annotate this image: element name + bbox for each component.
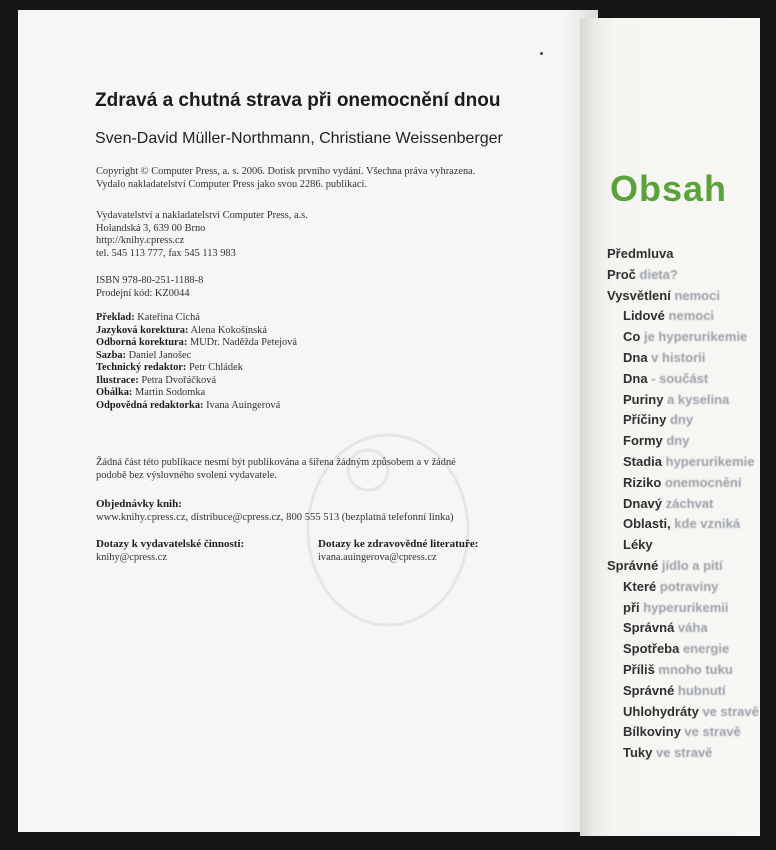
copyright-block (96, 166, 475, 191)
toc-item: Dnavý záchvat (623, 495, 714, 511)
credit-label: Odpovědná redaktorka: (96, 399, 204, 411)
toc-item: Předmluva (607, 246, 674, 261)
toc-item: Tuky ve stravě (623, 745, 713, 761)
literature-queries-label: Dotazy ke zdravovědné literatuře: (318, 538, 479, 550)
toc-item: Bílkoviny ve stravě (623, 724, 741, 740)
toc-item: Uhlohydráty ve stravě (623, 703, 759, 719)
contents-heading: Obsah (610, 168, 728, 209)
credit-label: Sazba: (96, 349, 127, 361)
toc-item: Vysvětlení nemoci (607, 287, 720, 303)
toc-item: při hyperurikemii (623, 599, 729, 615)
contents-page (580, 18, 760, 836)
toc-item: Riziko onemocnění (623, 474, 742, 490)
notice-line: podobě bez výslovného svolení vydavatele. (96, 469, 277, 481)
copyright-line: Vydalo nakladatelství Computer Press jako svou 2286. publikaci. (96, 178, 367, 190)
isbn-line: ISBN 978-80-251-1188-8 (96, 275, 204, 286)
product-code-line: Prodejní kód: KZ0044 (96, 287, 190, 299)
credit-line (96, 362, 297, 375)
credit-label: Jazyková korektura: (96, 324, 189, 336)
literature-queries-email: ivana.auingerova@cpress.cz (318, 552, 437, 563)
credit-value: Alena Kokošínská (190, 324, 267, 336)
publisher-queries-label: Dotazy k vydavatelské činnosti: (96, 538, 245, 550)
credit-label: Ilustrace: (96, 374, 139, 386)
credit-line (96, 375, 297, 388)
publisher-line: Holandská 3, 639 00 Brno (96, 222, 206, 234)
rights-notice (96, 457, 456, 482)
credit-label: Technický redaktor: (96, 362, 187, 373)
credit-value: Kateřina Cichá (137, 312, 200, 323)
toc-item: Formy dny (623, 433, 690, 449)
isbn-block (96, 275, 203, 300)
toc-item: Dna v historii (623, 350, 706, 365)
credit-value: Martin Sodomka (135, 387, 206, 398)
publisher-queries-email: knihy@cpress.cz (96, 552, 168, 563)
publisher-line: http://knihy.cpress.cz (96, 235, 185, 246)
orders-label: Objednávky knih: (96, 498, 182, 510)
notice-line: Žádná část této publikace nesmí být publikována a šířena žádným způsobem a v žádné (96, 457, 456, 468)
credit-value: MUDr. Naděžda Petejová (189, 337, 297, 348)
credit-label: Obálka: (96, 387, 133, 398)
toc-item: Léky (623, 537, 653, 553)
show-through-illustration (288, 380, 488, 640)
credit-line (96, 387, 297, 400)
toc-item: Lidové nemoci (623, 308, 715, 324)
credit-value: Daniel Janošec (128, 349, 192, 361)
credit-line (96, 350, 297, 363)
toc-item: Puriny a kyselina (623, 391, 730, 407)
credit-line (96, 337, 297, 350)
credits-block (96, 312, 297, 412)
orders-contacts: www.knihy.cpress.cz, distribuce@cpress.cz, 800 555 513 (bezplatná telefonní linka) (96, 512, 454, 523)
credit-value: Petr Chládek (188, 362, 243, 373)
toc-item: Správné hubnutí (623, 682, 726, 698)
credit-value: Ivana Auingerová (206, 399, 281, 411)
credit-line (96, 325, 297, 338)
toc-item: Stadia hyperurikemie (623, 454, 755, 469)
toc-item: Příčiny dny (623, 412, 694, 428)
publisher-line: Vydavatelství a nakladatelství Computer Press, a.s. (96, 210, 308, 221)
toc-item: Co je hyperurikemie (623, 329, 748, 345)
book-authors: Sven-David Müller-Northmann, Christiane Weissenberger (95, 130, 503, 147)
publisher-line: tel. 545 113 777, fax 545 113 983 (96, 247, 236, 259)
imprint-page (18, 10, 598, 832)
credit-value: Petra Dvořáčková (141, 374, 217, 386)
publisher-block (96, 210, 308, 260)
credit-line (96, 312, 297, 325)
toc-item: Které potraviny (623, 578, 719, 594)
toc-item: Příliš mnoho tuku (623, 662, 733, 677)
toc-item: Správné jídlo a pití (607, 558, 723, 573)
toc-item: Správná váha (623, 620, 708, 636)
credit-line (96, 400, 297, 413)
copyright-line: Copyright © Computer Press, a. s. 2006. Dotisk prvního vydání. Všechna práva vyhrazena. (96, 166, 476, 177)
book-title: Zdravá a chutná strava při onemocnění dnou (95, 90, 501, 111)
toc-item: Spotřeba energie (623, 641, 730, 657)
credit-label: Odborná korektura: (96, 337, 188, 348)
toc-item: Proč dieta? (607, 266, 678, 282)
toc-item: Oblasti, kde vzniká (623, 516, 741, 532)
credit-label: Překlad: (96, 312, 135, 323)
toc-item: Dna - součást (623, 370, 709, 386)
print-speck (540, 52, 543, 55)
